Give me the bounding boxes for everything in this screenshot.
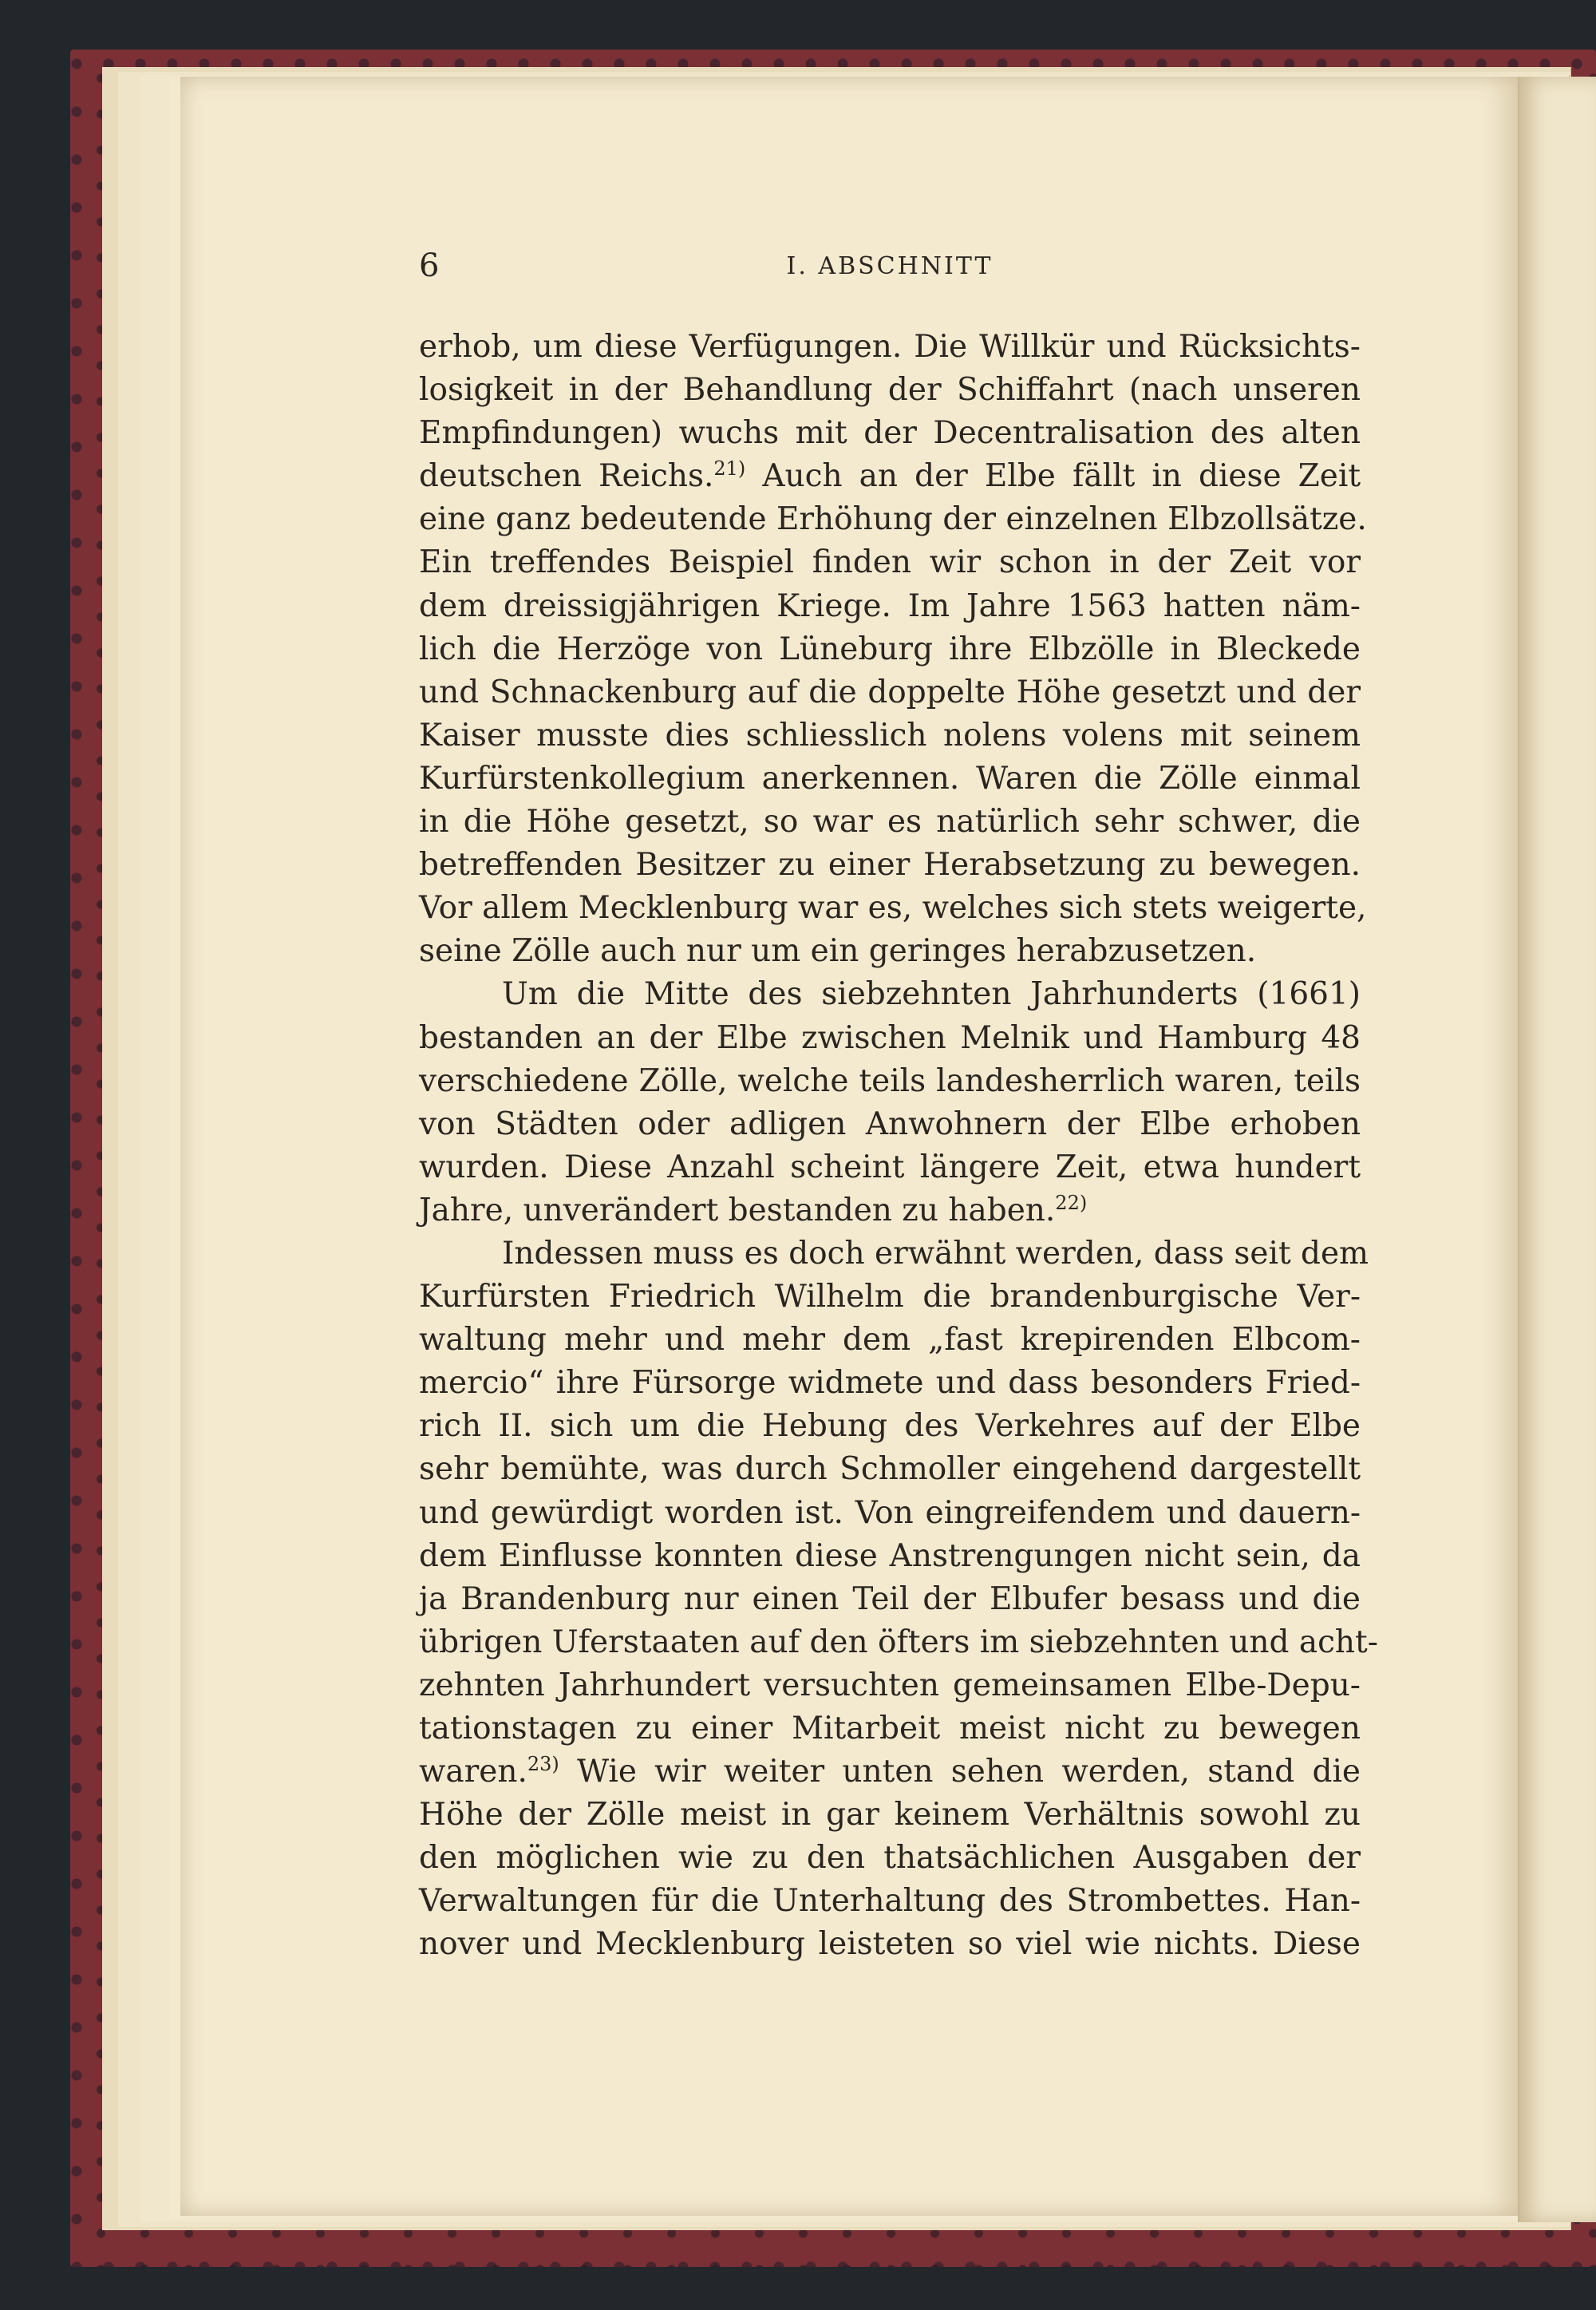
- footnote-marker: 21): [713, 457, 746, 481]
- text-line: [419, 1103, 1361, 1146]
- line-text: zehnten Jahrhundert versuchten gemeinsamen Elbe-Depu-: [419, 1667, 1361, 1703]
- line-text: Indessen muss es doch erwähnt werden, dass seit dem: [502, 1235, 1369, 1272]
- line-text: Jahre, unverändert bestanden zu haben.: [419, 1192, 1056, 1228]
- text-line: [419, 412, 1361, 455]
- text-line: [419, 1362, 1361, 1405]
- body-text: [419, 326, 1378, 1967]
- line-text: Kurfürstenkollegium anerkennen. Waren die Zölle einmal: [419, 760, 1361, 797]
- page-number: 6: [419, 247, 440, 284]
- text-line: [419, 1492, 1361, 1535]
- line-text: Empfindungen) wuchs mit der Decentralisation des alten: [419, 415, 1361, 452]
- text-line: [419, 671, 1361, 714]
- line-text: betreffenden Besitzer zu einer Herabsetzung zu bewegen.: [419, 847, 1361, 884]
- line-text-continued: Auch an der Elbe fällt in diese Zeit: [745, 458, 1361, 495]
- text-line: [419, 1146, 1361, 1189]
- line-text: wurden. Diese Anzahl scheint längere Zeit, etwa hundert: [419, 1149, 1361, 1185]
- line-text: eine ganz bedeutende Erhöhung der einzelnen Elbzollsätze.: [419, 501, 1367, 538]
- text-line: [419, 1707, 1361, 1750]
- line-text: Kaiser musste dies schliesslich nolens volens mit seinem: [419, 717, 1361, 754]
- text-line: [419, 1750, 1361, 1794]
- line-text: dem Einflusse konnten diese Anstrengungen nicht sein, da: [419, 1537, 1361, 1574]
- text-line: [419, 1535, 1361, 1578]
- text-line: [419, 541, 1361, 584]
- footnote-marker: 23): [527, 1753, 559, 1776]
- text-line: [419, 628, 1361, 671]
- line-text: rich II. sich um die Hebung des Verkehres auf der Elbe: [419, 1408, 1361, 1445]
- line-text: übrigen Uferstaaten auf den öfters im siebzehnten und acht-: [419, 1624, 1378, 1660]
- line-text: mercio“ ihre Fürsorge widmete und dass besonders Fried-: [419, 1365, 1361, 1402]
- line-text: Um die Mitte des siebzehnten Jahrhunderts (1661): [502, 976, 1361, 1013]
- line-text: bestanden an der Elbe zwischen Melnik und Hamburg 48: [419, 1019, 1361, 1056]
- line-text-continued: Wie wir weiter unten sehen werden, stand die: [559, 1754, 1361, 1790]
- line-text: waltung mehr und mehr dem „fast krepirenden Elbcom-: [419, 1322, 1361, 1359]
- line-text: Ein treffendes Beispiel finden wir schon in der Zeit vor: [419, 544, 1361, 581]
- text-line: [419, 887, 1367, 930]
- running-head: I. ABSCHNITT: [786, 252, 994, 280]
- text-line: [419, 801, 1361, 844]
- line-text: und gewürdigt worden ist. Von eingreifendem und dauern-: [419, 1494, 1361, 1531]
- line-text: den möglichen wie zu den thatsächlichen Ausgaben der: [419, 1840, 1361, 1877]
- page-header: [419, 247, 1361, 287]
- text-line: [419, 326, 1361, 369]
- line-text: von Städten oder adligen Anwohnern der Elbe erhoben: [419, 1106, 1361, 1142]
- line-text: und Schnackenburg auf die doppelte Höhe gesetzt und der: [419, 674, 1361, 710]
- text-line: [419, 498, 1367, 541]
- text-line: [419, 844, 1361, 887]
- text-line: [419, 369, 1361, 412]
- text-line: [419, 1621, 1378, 1664]
- line-text: verschiedene Zölle, welche teils landesherrlich waren, teils: [419, 1062, 1361, 1099]
- line-text: deutschen Reichs.: [419, 458, 714, 495]
- text-line: [419, 973, 1361, 1016]
- text-line: [419, 1880, 1361, 1923]
- line-text: Kurfürsten Friedrich Wilhelm die brandenburgische Ver-: [419, 1279, 1361, 1315]
- text-line: [419, 1060, 1361, 1103]
- text-line: [419, 1794, 1361, 1837]
- line-text: lich die Herzöge von Lüneburg ihre Elbzölle in Bleckede: [419, 631, 1361, 667]
- line-text: dem dreissigjährigen Kriege. Im Jahre 1563 hatten näm-: [419, 587, 1361, 624]
- text-line: [419, 930, 1361, 973]
- facing-page-edge: [1518, 77, 1596, 2222]
- text-line: [419, 1017, 1361, 1060]
- text-line: [419, 1837, 1361, 1880]
- text-line: [419, 1319, 1361, 1362]
- text-line: [419, 1448, 1361, 1491]
- text-line: [419, 1923, 1361, 1966]
- line-text: losigkeit in der Behandlung der Schiffahrt (nach unseren: [419, 372, 1361, 409]
- text-line: [419, 1405, 1361, 1448]
- text-line: [419, 585, 1361, 628]
- text-line: [419, 455, 1361, 498]
- line-text: waren.: [419, 1754, 527, 1790]
- line-text: sehr bemühte, was durch Schmoller eingehend dargestellt: [419, 1451, 1361, 1488]
- line-text: Höhe der Zölle meist in gar keinem Verhältnis sowohl zu: [419, 1797, 1361, 1833]
- text-line: [419, 1578, 1361, 1621]
- text-line: [419, 1189, 1361, 1232]
- text-line: [419, 1664, 1361, 1707]
- text-line: [419, 714, 1361, 757]
- text-line: [419, 1276, 1361, 1319]
- line-text: in die Höhe gesetzt, so war es natürlich sehr schwer, die: [419, 804, 1361, 841]
- text-line: [419, 757, 1361, 801]
- text-line: [419, 1232, 1369, 1276]
- line-text: Verwaltungen für die Unterhaltung des Strombettes. Han-: [419, 1883, 1361, 1920]
- line-text: tationstagen zu einer Mitarbeit meist nicht zu bewegen: [419, 1711, 1361, 1746]
- line-text: Vor allem Mecklenburg war es, welches sich stets weigerte,: [419, 890, 1367, 927]
- line-text: nover und Mecklenburg leisteten so viel wie nichts. Diese: [419, 1926, 1361, 1963]
- line-text: ja Brandenburg nur einen Teil der Elbufer besass und die: [419, 1580, 1361, 1617]
- line-text: erhob, um diese Verfügungen. Die Willkür und Rücksichts-: [419, 329, 1361, 365]
- line-text: seine Zölle auch nur um ein geringes herabzusetzen.: [419, 933, 1257, 970]
- footnote-marker: 22): [1055, 1191, 1088, 1214]
